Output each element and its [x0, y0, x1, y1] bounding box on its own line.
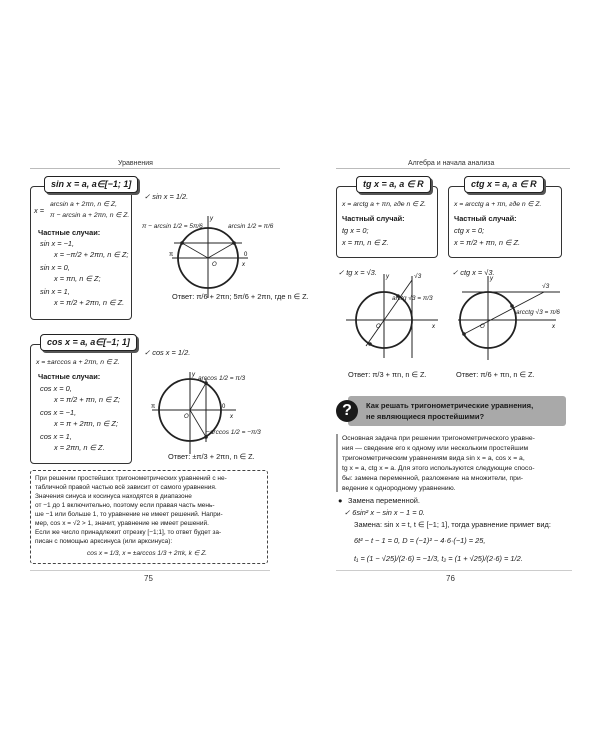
question-line-1: Как решать тригонометрические уравнения, — [366, 401, 534, 410]
running-header-left: Уравнения — [118, 160, 153, 167]
svg-text:0: 0 — [222, 404, 226, 410]
cos-label-bottom: −arccos 1/2 = −π/3 — [206, 429, 261, 436]
page-number-76: 76 — [446, 574, 455, 583]
tg-unit-circle — [344, 270, 440, 360]
tg-general: x = arctg a + πn, где n ∈ Z. — [342, 201, 426, 208]
roots-line: t₁ = (1 − √25)/(2·6) = −1/3, t₂ = (1 + √25)/(2·6) = 1/2. — [354, 554, 523, 563]
sin-label-left: π − arcsin 1/2 = 5π/6 — [142, 223, 203, 230]
paragraph-line-4: tg x = a, ctg x = a. Для этого используются следующие спосо- — [342, 465, 535, 472]
quadratic-line: 6t² − t − 1 = 0, D = (−1)² − 4·6·(−1) = 25, — [354, 536, 486, 545]
sin-tag: sin x = a, a∈[−1; 1] — [44, 176, 138, 193]
svg-text:0: 0 — [244, 252, 248, 258]
header-rule-left — [30, 168, 280, 169]
note-line-7: Если же число принадлежит отрезку [−1;1], то ответ будет за- — [35, 529, 222, 536]
footer-rule-left — [30, 570, 270, 571]
cos-tag: cos x = a, a∈[−1; 1] — [40, 334, 137, 351]
cos-answer: Ответ: ±π/3 + 2πn, n ∈ Z. — [168, 452, 255, 461]
note-line-6: мер, cos x = √2 > 1, значит, уравнение не имеет решений. — [35, 520, 209, 527]
note-line-1: При решении простейших тригонометрических уравнений с не- — [35, 475, 227, 482]
sin-answer: Ответ: π/6 + 2πn; 5π/6 + 2πn, где n ∈ Z. — [172, 292, 309, 301]
sin-general-1: arcsin a + 2πn, n ∈ Z, — [50, 201, 117, 208]
cos-example: ✓ cos x = 1/2. — [144, 348, 191, 357]
cos-case-3: cos x = 1, — [40, 432, 72, 441]
svg-text:y: y — [192, 372, 195, 378]
tg-axis-label: √3 — [414, 273, 422, 280]
svg-text:y: y — [210, 216, 213, 222]
sin-unit-circle — [170, 212, 250, 300]
paragraph-line-3: тригонометрическим уравнениям вида sin x = a, cos x = a, — [342, 455, 525, 462]
tg-case-1-result: x = πn, n ∈ Z. — [342, 238, 389, 247]
note-line-4: от −1 до 1 включительно, поэтому если правая часть мень- — [35, 502, 215, 509]
page-76 — [300, 0, 600, 750]
ctg-label: arcctg √3 = π/6 — [516, 309, 560, 316]
cos-general: x = ±arccos a + 2πn, n ∈ Z. — [36, 359, 120, 366]
question-line-2: не являющиеся простейшими? — [366, 412, 485, 421]
svg-text:π: π — [169, 252, 174, 258]
sin-case-3-result: x = π/2 + 2πn, n ∈ Z. — [54, 298, 125, 307]
cos-special-title: Частные случаи: — [38, 372, 101, 381]
svg-text:π: π — [151, 404, 156, 410]
paragraph-bar — [336, 434, 338, 492]
tg-special-title: Частный случай: — [342, 214, 405, 223]
ctg-case-1: ctg x = 0; — [454, 226, 485, 235]
method-bullet: ● — [338, 496, 343, 505]
cos-case-1: cos x = 0, — [40, 384, 72, 393]
sin-case-2-result: x = πn, n ∈ Z; — [54, 274, 101, 283]
svg-text:O: O — [480, 324, 485, 330]
tg-example: ✓ tg x = √3. — [338, 268, 377, 277]
ctg-case-1-result: x = π/2 + πn, n ∈ Z. — [454, 238, 521, 247]
paragraph-line-6: ведение к однородному уравнению. — [342, 485, 456, 492]
paragraph-line-5: бы: замена переменной, разложение на множители, при- — [342, 475, 524, 482]
ctg-tag: ctg x = a, a ∈ R — [464, 176, 544, 193]
sin-case-2: sin x = 0, — [40, 263, 70, 272]
note-box — [30, 470, 268, 564]
sin-example: ✓ sin x = 1/2. — [144, 192, 189, 201]
svg-text:O: O — [184, 414, 189, 420]
cos-case-1-result: x = π/2 + πn, n ∈ Z; — [54, 395, 121, 404]
svg-text:O: O — [212, 262, 217, 268]
svg-text:y: y — [386, 274, 389, 280]
question-icon: ? — [336, 400, 358, 422]
sin-label-right: arcsin 1/2 = π/6 — [228, 223, 274, 230]
sin-general-2: π − arcsin a + 2πn, n ∈ Z. — [50, 212, 130, 219]
svg-text:O: O — [376, 324, 381, 330]
tg-label: arctg √3 = π/3 — [392, 295, 433, 302]
note-line-2: табличной правой частью всё зависит от самого уравнения. — [35, 484, 217, 491]
sin-case-1: sin x = −1, — [40, 239, 75, 248]
cos-case-2-result: x = π + 2πn, n ∈ Z; — [54, 419, 118, 428]
sin-special-title: Частные случаи: — [38, 228, 101, 237]
method-title: Замена переменной. — [348, 496, 420, 505]
ctg-example: ✓ ctg x = √3. — [452, 268, 495, 277]
substitution-text: Замена: sin x = t, t ∈ [−1; 1], тогда уравнение примет вид: — [354, 520, 551, 529]
note-line-9: cos x = 1/3, x = ±arccos 1/3 + 2πk, k ∈ Z. — [87, 550, 207, 557]
paragraph-line-2: ния — сведение его к одному или нескольким простейшим — [342, 445, 529, 452]
tg-answer: Ответ: π/3 + πn, n ∈ Z. — [348, 370, 427, 379]
cos-case-3-result: x = 2πn, n ∈ Z. — [54, 443, 105, 452]
sin-general-prefix: x = — [34, 206, 45, 215]
ctg-axis-label: √3 — [542, 283, 550, 290]
note-line-8: писан с помощью арксинуса (или арксинуса): — [35, 538, 173, 545]
svg-text:y: y — [490, 276, 493, 282]
cos-label-top: arccos 1/2 = π/3 — [198, 375, 246, 382]
note-line-3: Значения синуса и косинуса находятся в диапазоне — [35, 493, 192, 500]
svg-text:x: x — [230, 414, 233, 420]
header-rule-right — [336, 168, 570, 169]
equation-example: ✓ 6sin² x − sin x − 1 = 0. — [344, 508, 425, 517]
footer-rule-right — [336, 570, 572, 571]
tg-tag: tg x = a, a ∈ R — [356, 176, 431, 193]
cos-case-2: cos x = −1, — [40, 408, 77, 417]
ctg-general: x = arcctg a + πn, где n ∈ Z. — [454, 201, 542, 208]
ctg-answer: Ответ: π/6 + πn, n ∈ Z. — [456, 370, 535, 379]
ctg-special-title: Частный случай: — [454, 214, 517, 223]
running-header-right: Алгебра и начала анализа — [408, 160, 495, 167]
paragraph-line-1: Основная задача при решении тригонометрического уравне- — [342, 435, 535, 442]
sin-case-1-result: x = −π/2 + 2πn, n ∈ Z; — [54, 250, 129, 259]
tg-case-1: tg x = 0; — [342, 226, 369, 235]
svg-text:x: x — [242, 262, 245, 268]
sin-case-3: sin x = 1, — [40, 287, 70, 296]
page-number-75: 75 — [144, 574, 153, 583]
svg-text:x: x — [432, 324, 435, 330]
note-line-5: ше −1 или больше 1, то уравнение не имеет решений. Напри- — [35, 511, 223, 518]
svg-text:x: x — [552, 324, 555, 330]
